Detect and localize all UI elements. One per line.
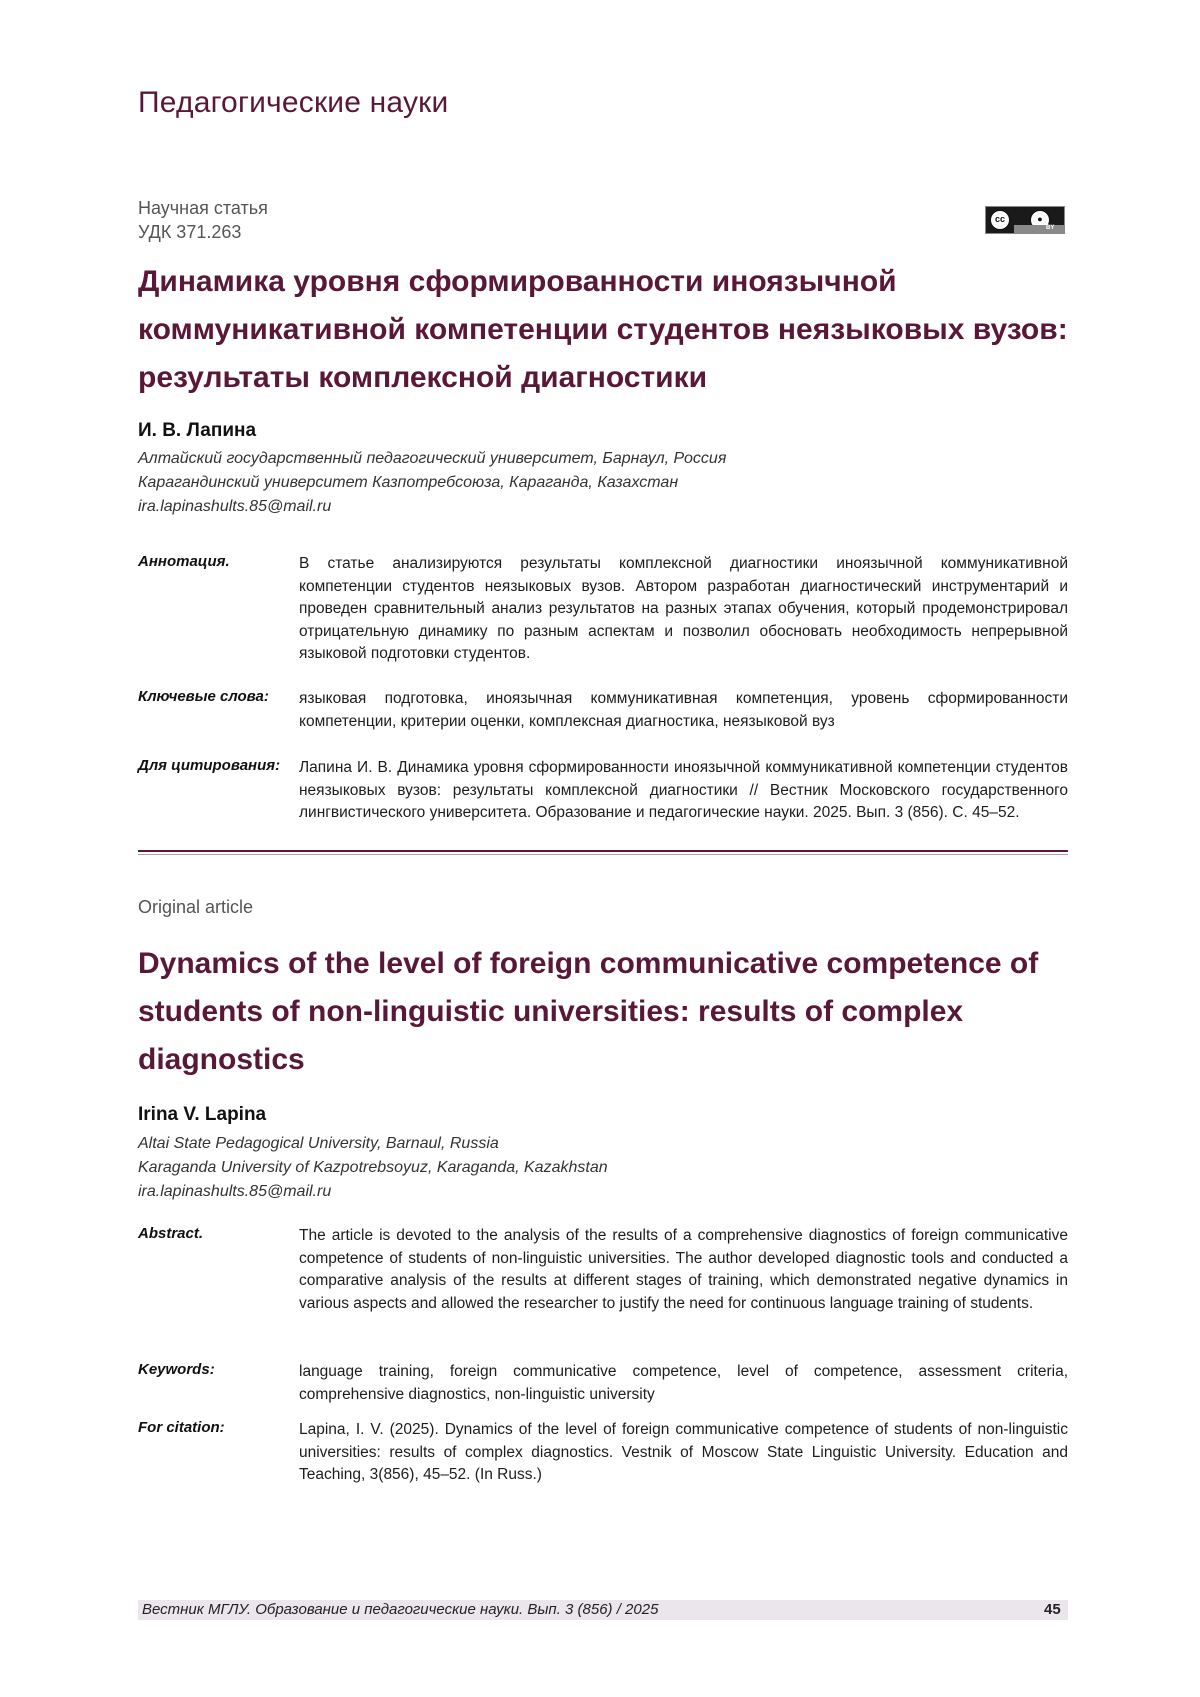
affiliations-en [138, 1132, 608, 1204]
abstract-label: Аннотация. [138, 553, 230, 570]
section-heading: Педагогические науки [138, 86, 448, 120]
keywords-label: Keywords: [138, 1361, 215, 1378]
abstract-text: В статье анализируются результаты комплексной диагностики иноязычной коммуникативной компетенции студентов неязыковых вузов. Автором разработан диагностический инструментарий и проведен сравнительный анализ результатов на разных этапах обучения, который продемонстрировал отрицательную динамику по разным аспектам и позволил обосновать необходимость непрерывной языковой подготовки студентов. [299, 553, 1068, 666]
license-strip [1014, 225, 1064, 233]
citation-text: Лапина И. В. Динамика уровня сформированности иноязычной коммуникативной компетенции студентов неязыковых вузов: результаты комплексной диагностики // Вестник Московского государственного лингвистического университета. Образование и педагогические науки. 2025. Вып. 3 (856). С. 45–52. [299, 757, 1068, 825]
author-name-ru: И. В. Лапина [138, 420, 256, 442]
affiliation-item: Altai State Pedagogical University, Barnaul, Russia [138, 1132, 608, 1156]
abstract-label: Abstract. [138, 1225, 203, 1242]
article-title-en: Dynamics of the level of foreign communicative competence of students of non-linguistic universities: results of complex diagnostics [138, 940, 1078, 1084]
cc-by-license-badge[interactable] [985, 206, 1065, 234]
author-email[interactable]: ira.lapinashults.85@mail.ru [138, 1180, 608, 1204]
keywords-label: Ключевые слова: [138, 688, 269, 705]
by-label: BY [1046, 225, 1054, 231]
affiliation-item: Алтайский государственный педагогический университет, Барнаул, Россия [138, 447, 726, 471]
article-type-en: Original article [138, 897, 253, 918]
affiliation-item: Karaganda University of Kazpotrebsoyuz, Karaganda, Kazakhstan [138, 1156, 608, 1180]
attribution-icon: ● [1030, 210, 1050, 230]
keywords-text: language training, foreign communicative competence, level of competence, assessment criteria, comprehensive diagnostics, non-linguistic university [299, 1361, 1068, 1406]
citation-text: Lapina, I. V. (2025). Dynamics of the level of foreign communicative competence of students of non-linguistic universities: results of complex diagnostics. Vestnik of Moscow State Linguistic University. Education and Teaching, 3(856), 45–52. (In Russ.) [299, 1419, 1068, 1487]
affiliation-item: Карагандинский университет Казпотребсоюза, Караганда, Казахстан [138, 471, 726, 495]
citation-label: Для цитирования: [138, 757, 280, 774]
cc-icon: cc [990, 210, 1010, 230]
article-type-ru: Научная статья [138, 198, 268, 219]
section-divider [138, 850, 1068, 855]
article-page [0, 0, 1200, 1697]
affiliations-ru [138, 447, 726, 519]
abstract-text: The article is devoted to the analysis of the results of a comprehensive diagnostics of foreign communicative competence of students of non-linguistic universities. The author developed diagnostic tools and conducted a comparative analysis of the results at different stages of training, which demonstrated negative dynamics in various aspects and allowed the researcher to justify the need for continuous language training of students. [299, 1225, 1068, 1315]
author-email[interactable]: ira.lapinashults.85@mail.ru [138, 495, 726, 519]
footer-journal-name: Вестник МГЛУ. Образование и педагогические науки. Вып. 3 (856) / 2025 [142, 1601, 658, 1618]
keywords-text: языковая подготовка, иноязычная коммуникативная компетенция, уровень сформированности компетенции, критерии оценки, комплексная диагностика, неязыковой вуз [299, 688, 1068, 733]
udc-code: УДК 371.263 [138, 222, 241, 243]
article-title-ru: Динамика уровня сформированности иноязычной коммуникативной компетенции студентов неязыковых вузов: результаты комплексной диагностики [138, 258, 1078, 402]
page-number: 45 [1044, 1601, 1061, 1618]
author-name-en: Irina V. Lapina [138, 1104, 266, 1126]
citation-label: For citation: [138, 1419, 225, 1436]
